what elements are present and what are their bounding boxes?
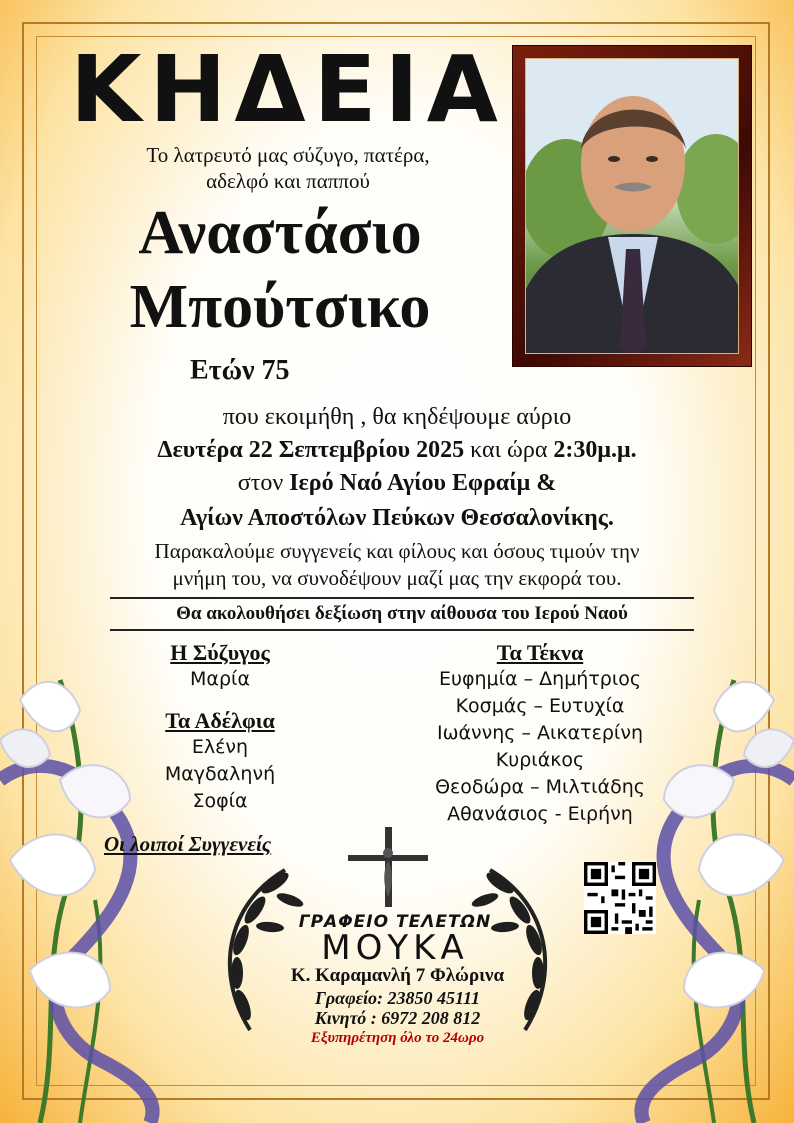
church-line-1 — [20, 468, 774, 499]
church-name-2: Αγίων Αποστόλων Πεύκων Θεσσαλονίκης. — [180, 505, 614, 531]
children-heading: Τα Τέκνα — [496, 640, 584, 665]
request-line-2: μνήμη του, να συνοδέψουν μαζί μας την εκφορά του. — [172, 566, 622, 590]
sibling-name: Σοφία — [192, 790, 248, 812]
siblings-heading: Τα Αδέλφια — [165, 708, 275, 733]
funeral-date: Δευτέρα 22 Σεπτεμβρίου 2025 — [157, 437, 465, 463]
qr-code-icon — [584, 862, 656, 934]
deceased-first-name: Αναστάσιο — [138, 199, 422, 267]
child-name: Αθανάσιος - Ειρήνη — [447, 803, 633, 825]
sibling-name: Μαγδαληνή — [164, 763, 276, 785]
request-line-1: Παρακαλούμε συγγενείς και φίλους και όσους τιμούν την — [154, 539, 640, 563]
divider-top — [110, 597, 694, 599]
deceased-age: Ετών 75 — [190, 355, 290, 386]
deceased-name — [60, 196, 500, 344]
announcement-line-1: που εκοιμήθη , θα κηδέψουμε αύριο — [222, 404, 572, 430]
child-name: Ιωάννης – Αικατερίνη — [436, 722, 644, 744]
divider-bottom — [110, 629, 694, 631]
spouse-heading: Η Σύζυγος — [170, 640, 270, 665]
funeral-home-service-hours: Εξυπηρέτηση όλο το 24ωρο — [310, 1030, 485, 1046]
intro-line-1: Το λατρευτό μας σύζυγο, πατέρα, — [146, 143, 430, 167]
children-section — [410, 640, 670, 828]
child-name: Ευφημία – Δημήτριος — [438, 668, 642, 690]
time-prefix: και ώρα — [464, 437, 554, 463]
portrait-photo — [525, 58, 739, 354]
child-name: Θεοδώρα – Μιλτιάδης — [435, 776, 645, 798]
funeral-time: 2:30μ.μ. — [553, 437, 637, 463]
page-title: ΚΗΔΕΙΑ — [70, 36, 506, 143]
siblings-section — [130, 708, 310, 815]
funeral-home-label: ΓΡΑΦΕΙΟ ΤΕΛΕΤΩΝ — [298, 912, 492, 932]
portrait-illustration — [526, 59, 739, 354]
deceased-last-name: Μπούτσικο — [129, 273, 431, 341]
funeral-home-office-phone: Γραφείο: 23850 45111 — [314, 988, 481, 1008]
church-prefix: στον — [237, 470, 290, 496]
church-name-1: Ιερό Ναό Αγίου Εφραίμ & — [289, 470, 557, 496]
sibling-name: Ελένη — [191, 736, 249, 758]
intro-line-2: αδελφό και παππού — [206, 169, 370, 193]
funeral-home-mobile-phone: Κινητό : 6972 208 812 — [314, 1008, 481, 1028]
reception-note: Θα ακολουθήσει δεξίωση στην αίθουσα του Ιερού Ναού — [176, 603, 628, 624]
spouse-name: Μαρία — [190, 668, 250, 690]
child-name: Κοσμάς – Ευτυχία — [455, 695, 625, 717]
portrait-frame — [512, 45, 752, 367]
child-name: Κυριάκος — [495, 749, 585, 771]
announcement-date-line — [20, 435, 774, 466]
spouse-section — [130, 640, 310, 693]
intro-text — [88, 142, 488, 194]
funeral-home-address: Κ. Καραμανλή 7 Φλώρινα — [290, 965, 505, 986]
funeral-home-name: ΜΟΥΚΑ — [321, 928, 469, 968]
other-relatives: Οι λοιποί Συγγενείς — [104, 832, 272, 856]
